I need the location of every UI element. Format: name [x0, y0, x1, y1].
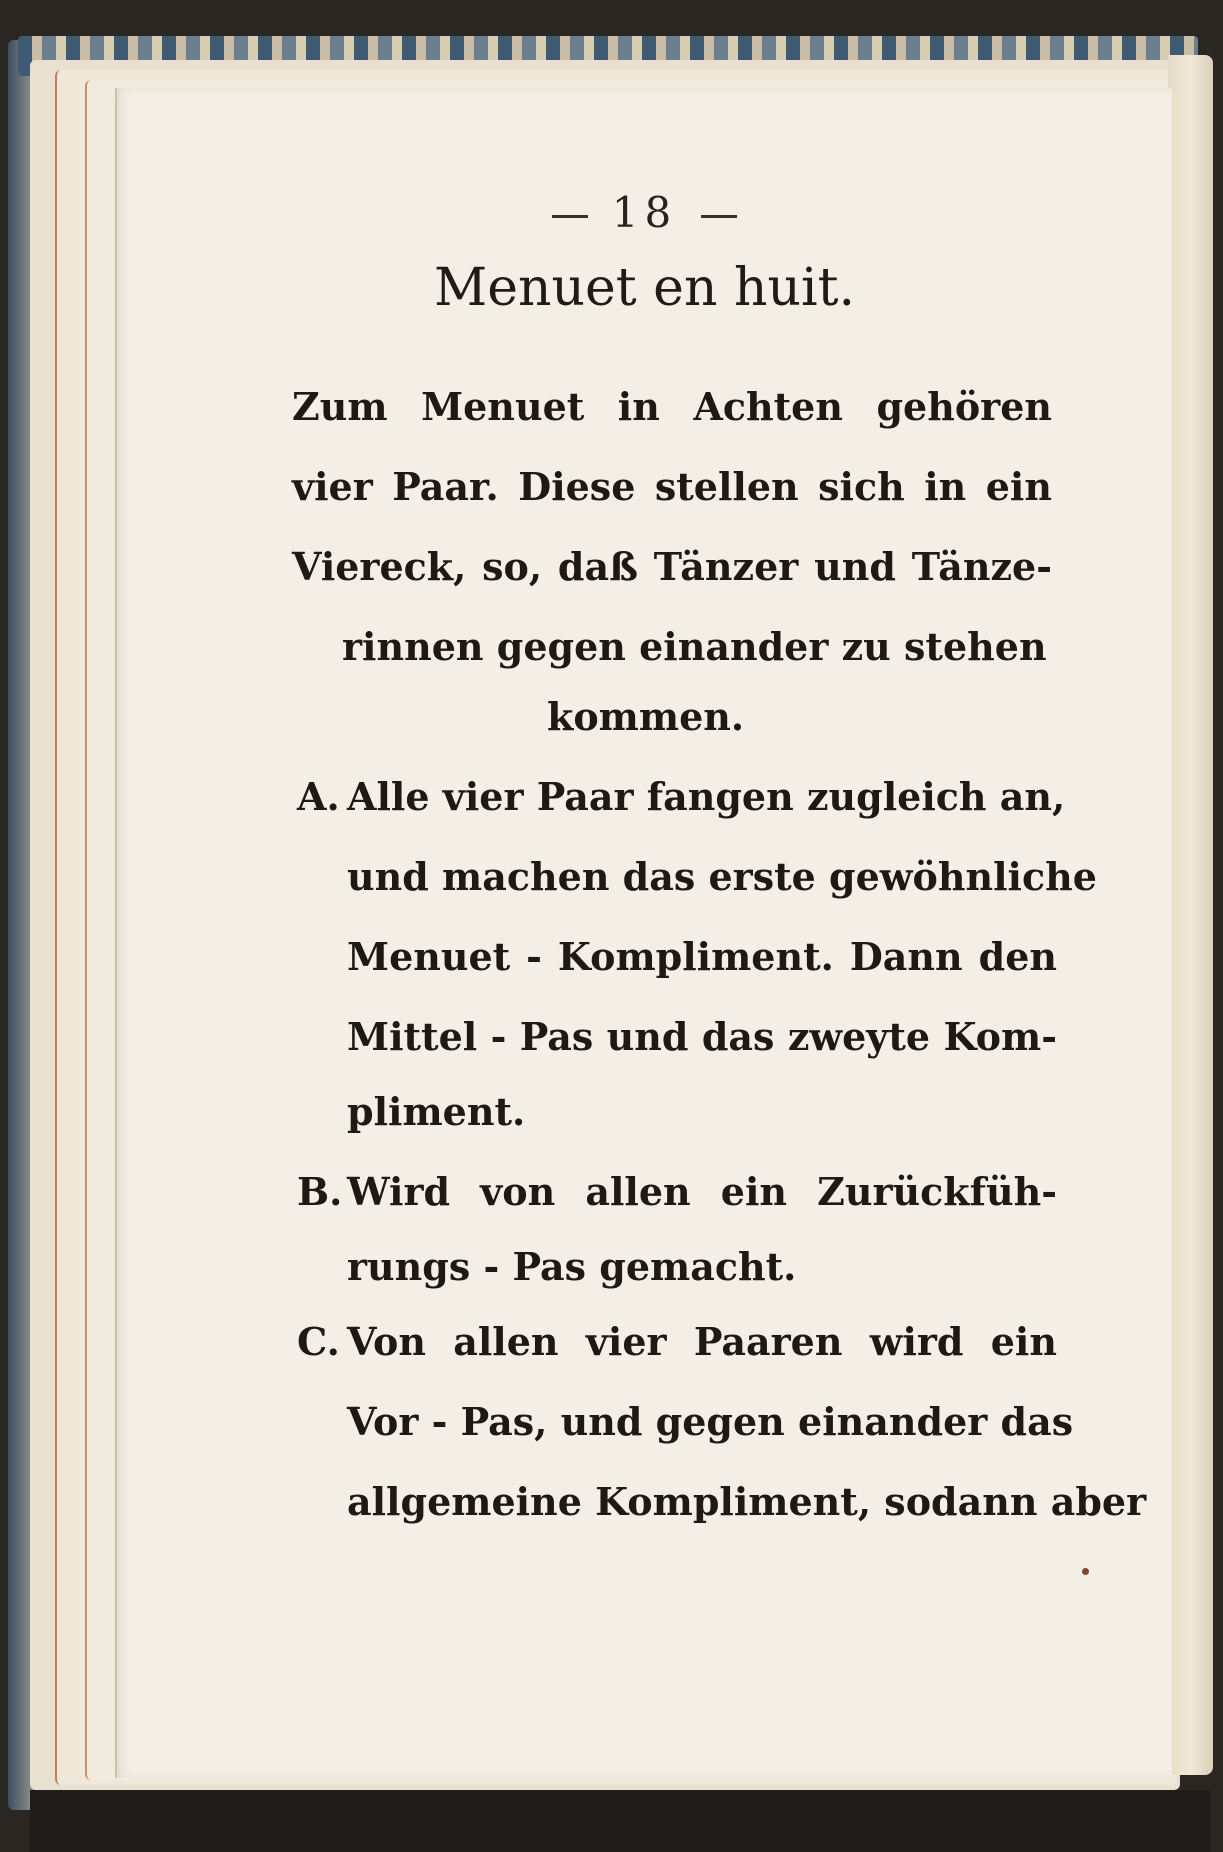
list-item-c-line: Vor - Pas, und gegen einander das	[347, 1399, 1074, 1444]
page-content	[117, 88, 1172, 1778]
list-item-b-line: rungs - Pas gemacht.	[347, 1244, 797, 1289]
list-item-b-line	[297, 1169, 1057, 1214]
list-item-a-line: und machen das erste gewöhnliche	[347, 854, 1097, 899]
item-text: Alle vier Paar fangen zugleich an,	[347, 774, 1066, 819]
intro-line: kommen.	[547, 694, 745, 739]
dash-right	[701, 215, 737, 218]
book-page	[115, 88, 1172, 1778]
intro-line: Zum Menuet in Achten gehören	[292, 384, 1052, 429]
intro-line: rinnen gegen einander zu stehen	[342, 624, 1047, 669]
item-text: Wird von allen ein Zurückfüh-	[347, 1169, 1057, 1214]
list-item-a-line: pliment.	[347, 1089, 526, 1134]
paper-spot	[1082, 1568, 1089, 1575]
section-title: Menuet en huit.	[433, 258, 856, 318]
item-label: C.	[297, 1319, 340, 1364]
background-shadow	[30, 1790, 1210, 1852]
list-item-a-line: Mittel - Pas und das zweyte Kom-	[347, 1014, 1057, 1059]
item-label: A.	[297, 774, 340, 819]
intro-line: Viereck, so, daß Tänzer und Tänze-	[292, 544, 1052, 589]
dash-left	[552, 215, 588, 218]
list-item-a-line	[297, 774, 1066, 819]
item-text: Von allen vier Paaren wird ein	[347, 1319, 1057, 1364]
list-item-c-line: allgemeine Kompliment, sodann aber	[347, 1479, 1147, 1524]
intro-line: vier Paar. Diese stellen sich in ein	[292, 464, 1052, 509]
page-right-edge	[1168, 55, 1213, 1775]
item-label: B.	[297, 1169, 343, 1214]
list-item-a-line: Menuet - Kompliment. Dann den	[347, 934, 1057, 979]
page-number-text: 18	[611, 188, 678, 237]
page-number	[117, 188, 1172, 237]
list-item-c-line	[297, 1319, 1057, 1364]
